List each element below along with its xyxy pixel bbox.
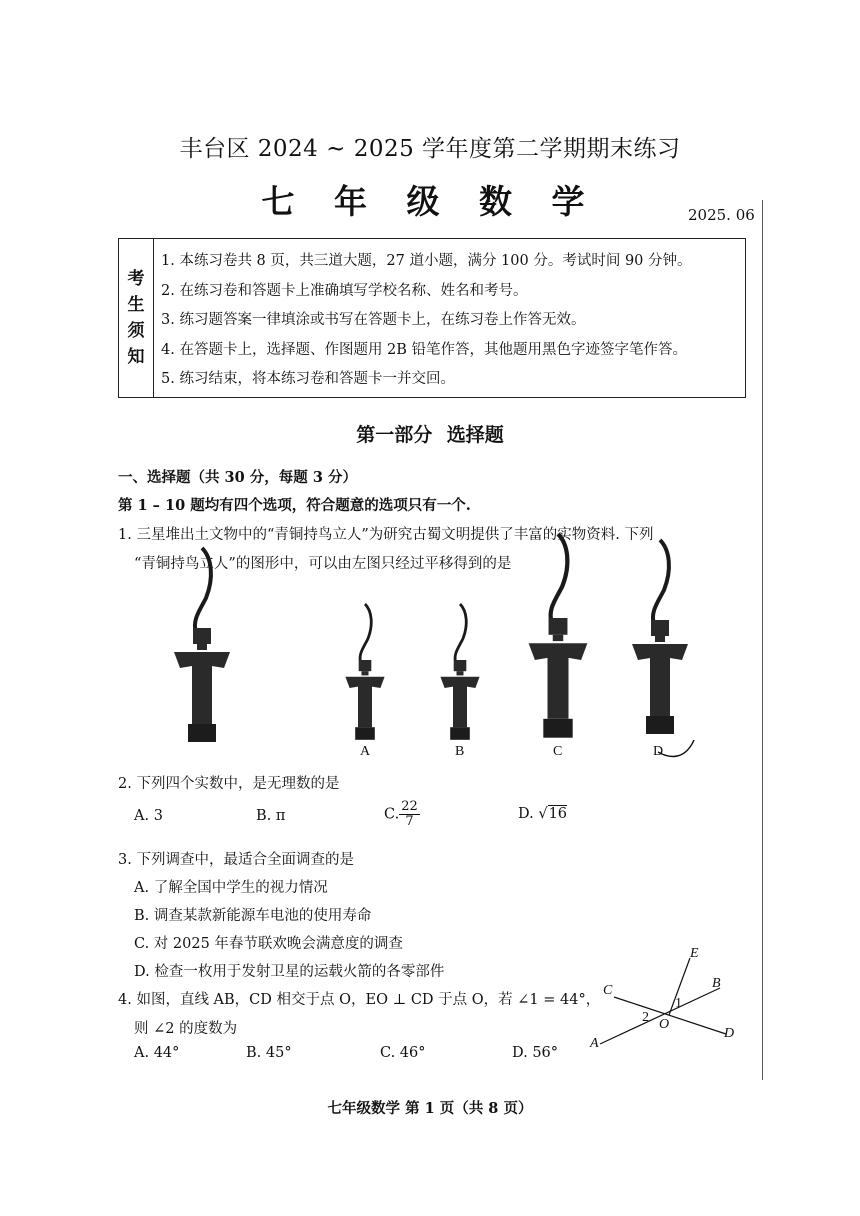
q4-stem-line2: 则 ∠2 的度数为	[134, 1021, 238, 1037]
sqrt-radicand: 16	[548, 806, 568, 822]
section-heading: 一、选择题（共 30 分，每题 3 分）	[118, 469, 357, 486]
q2-option-b: B. π	[256, 808, 286, 824]
notice-item: 4. 在答题卡上，选择题、作图题用 2B 铅笔作答，其他题用黑色字迹签字笔作答。	[161, 341, 688, 358]
notice-label-char: 考	[127, 269, 145, 289]
sqrt-symbol: √	[538, 806, 548, 822]
q3-option-d: D. 检查一枚用于发射卫星的运载火箭的各零部件	[134, 964, 445, 980]
q4-label-a: A	[590, 1036, 599, 1051]
q4-option-c: C. 46°	[380, 1045, 426, 1061]
notice-item: 3. 练习题答案一律填涂或书写在答题卡上，在练习卷上作答无效。	[161, 312, 586, 328]
q2-stem: 2. 下列四个实数中，是无理数的是	[118, 776, 340, 792]
q2-option-d-prefix: D.	[518, 806, 534, 822]
q4-label-d: D	[724, 1026, 735, 1041]
q3-option-c: C. 对 2025 年春节联欢晚会满意度的调查	[134, 936, 403, 952]
line-ab	[600, 988, 720, 1044]
q4-label-c: C	[603, 983, 613, 998]
notice-item: 1. 本练习卷共 8 页，共三道大题，27 道小题，满分 100 分。考试时间 90 分钟。	[161, 253, 692, 269]
fraction-numerator: 22	[401, 799, 418, 814]
q1-label-a: A	[360, 744, 371, 759]
notice-label-char: 生	[127, 295, 145, 315]
exam-title: 丰台区 2024 ~ 2025 学年度第二学期期末练习	[179, 136, 681, 162]
subject-title: 七 年 级 数 学	[261, 182, 599, 221]
q4-option-b: B. 45°	[246, 1045, 292, 1061]
q4-option-d: D. 56°	[512, 1045, 559, 1061]
q4-option-a: A. 44°	[134, 1045, 180, 1061]
q4-stem-line1: 4. 如图，直线 AB，CD 相交于点 O，EO ⊥ CD 于点 O，若 ∠1 = 44°，	[118, 992, 601, 1008]
line-cd	[614, 997, 726, 1034]
section-instruction: 第 1 – 10 题均有四个选项，符合题意的选项只有一个.	[118, 497, 471, 514]
notice-label-char: 知	[127, 347, 145, 367]
q1-label-b: B	[455, 744, 465, 759]
q4-label-o: O	[659, 1017, 670, 1032]
q4-angle-2: 2	[642, 1010, 649, 1025]
notice-item: 5. 练习结束，将本练习卷和答题卡一并交回。	[161, 371, 455, 387]
notice-label-char: 须	[127, 321, 145, 341]
q4-label-b: B	[712, 976, 721, 991]
q1-label-d: D	[653, 744, 664, 759]
fraction-denominator: 7	[405, 814, 414, 829]
part-title: 第一部分 选择题	[356, 424, 504, 446]
q3-option-b: B. 调查某款新能源车电池的使用寿命	[134, 908, 372, 924]
q3-option-a: A. 了解全国中学生的视力情况	[134, 880, 328, 896]
q4-label-e: E	[690, 946, 699, 961]
q2-option-c-prefix: C.	[384, 806, 400, 823]
notice-item: 2. 在练习卷和答题卡上准确填写学校名称、姓名和考号。	[161, 282, 528, 299]
q1-stem-line2: “青铜持鸟立人”的图形中，可以由左图只经过平移得到的是	[134, 556, 512, 572]
q1-label-c: C	[553, 744, 563, 759]
q4-angle-1: 1	[675, 996, 682, 1011]
q1-stem-line1: 1. 三星堆出土文物中的“青铜持鸟立人”为研究古蜀文明提供了丰富的实物资料. 下列	[118, 527, 654, 543]
q3-stem: 3. 下列调查中，最适合全面调查的是	[118, 852, 354, 868]
page-footer: 七年级数学 第 1 页（共 8 页）	[327, 1100, 533, 1117]
exam-date: 2025. 06	[688, 206, 755, 224]
q2-option-a: A. 3	[134, 808, 163, 824]
